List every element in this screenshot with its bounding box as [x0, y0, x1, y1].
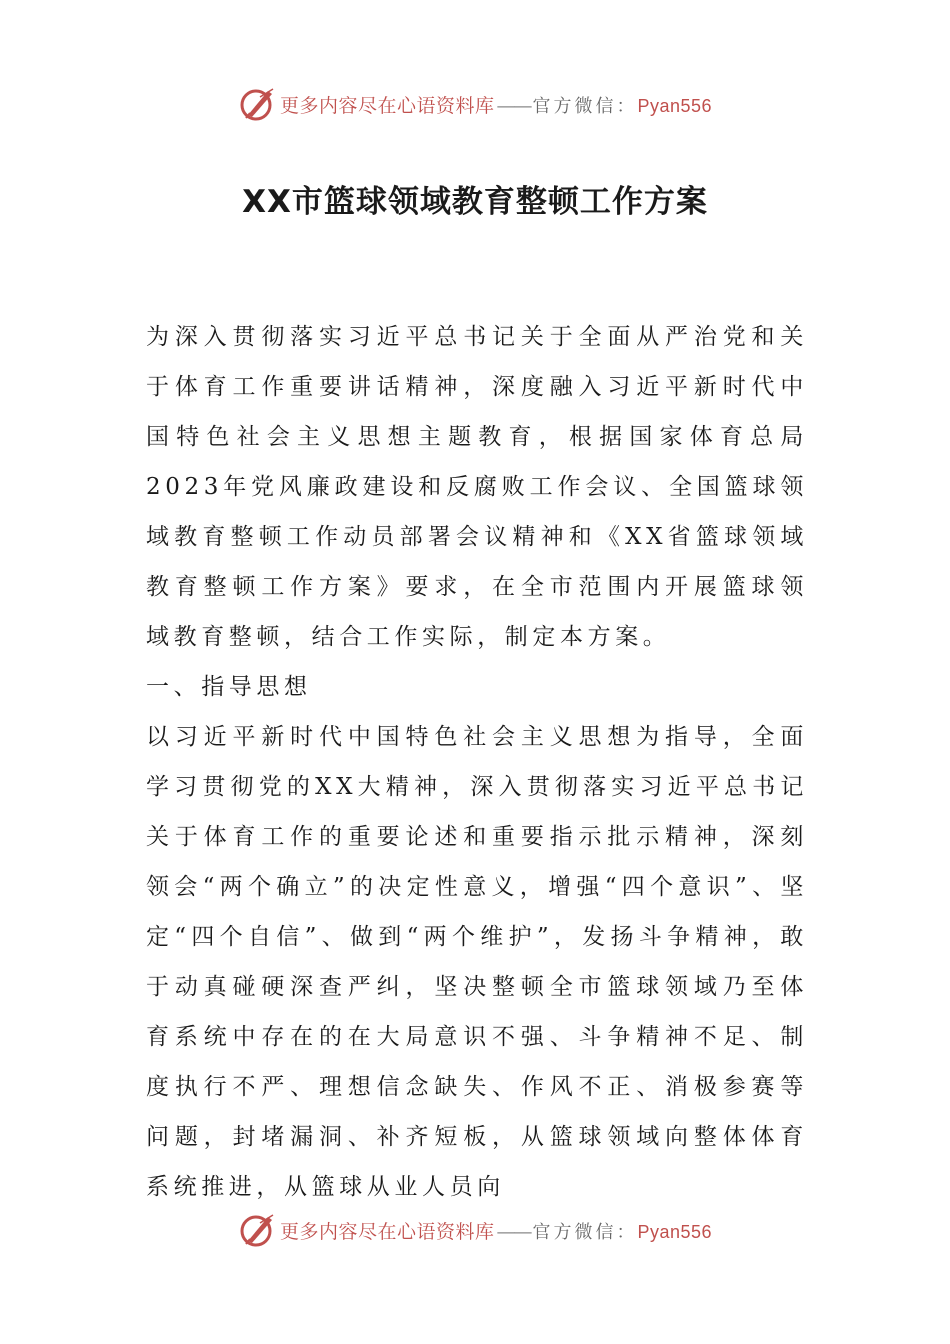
watermark-text — [280, 91, 712, 118]
watermark-footer — [0, 1210, 950, 1250]
watermark-id: Pyan556 — [637, 1221, 713, 1242]
watermark-text — [280, 1217, 712, 1244]
section-paragraph: 以习近平新时代中国特色社会主义思想为指导，全面学习贯彻党的XX大精神，深入贯彻落实习近平总书记关于体育工作的重要论述和重要指示批示精神，深刻领会“两个确立”的决定性意义，增强“四个意识”、坚定“四个自信”、做到“两个维护”，发扬斗争精神，敢于动真碰硬深查严纠，坚决整顿全市篮球领域乃至体育系统中存在的在大局意识不强、斗争精神不足、制度执行不严、理想信念缺失、作风不正、消极参赛等问题，封堵漏洞、补齐短板，从篮球领域向整体体育系统推进，从篮球从业人员向 — [146, 724, 808, 1200]
watermark-dash: —— — [496, 1220, 531, 1243]
document-body — [146, 312, 808, 1212]
watermark-label: 官方微信： — [532, 95, 638, 117]
watermark-brand: 更多内容尽在心语资料库 — [279, 94, 495, 117]
watermark-header — [0, 84, 950, 124]
quill-logo-icon — [238, 85, 278, 123]
watermark-dash: —— — [496, 94, 531, 117]
section-heading: 一、指导思想 — [146, 674, 312, 700]
watermark-label: 官方微信： — [532, 1221, 638, 1243]
quill-logo-icon — [238, 1211, 278, 1249]
watermark-brand: 更多内容尽在心语资料库 — [279, 1220, 495, 1243]
intro-paragraph: 为深入贯彻落实习近平总书记关于全面从严治党和关于体育工作重要讲话精神，深度融入习近平新时代中国特色社会主义思想主题教育，根据国家体育总局2023年党风廉政建设和反腐败工作会议、全国篮球领域教育整顿工作动员部署会议精神和《XX省篮球领域教育整顿工作方案》要求，在全市范围内开展篮球领域教育整顿，结合工作实际，制定本方案。 — [146, 324, 808, 650]
watermark-id: Pyan556 — [637, 95, 713, 116]
document-title: XX市篮球领域教育整顿工作方案 — [242, 184, 708, 220]
